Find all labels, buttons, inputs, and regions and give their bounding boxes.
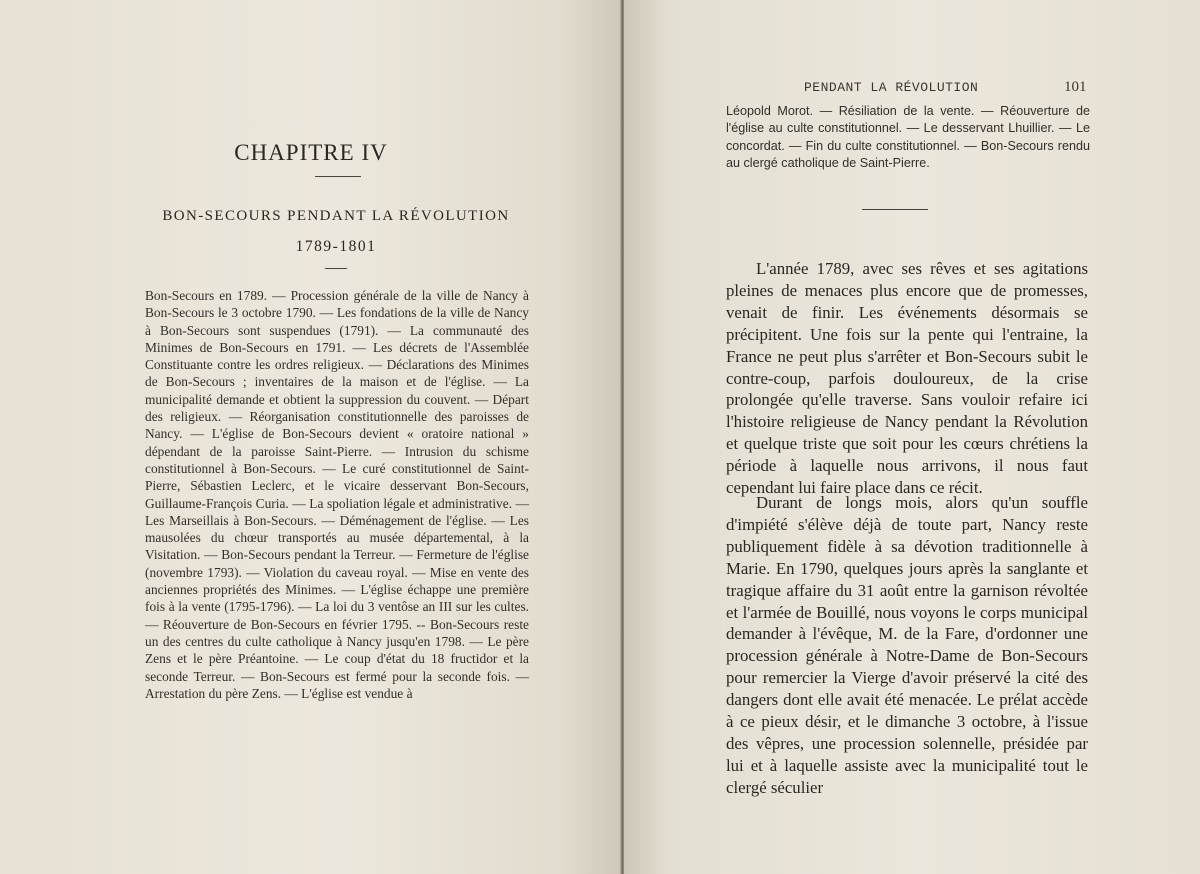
chapter-summary-continued: Léopold Morot. — Résiliation de la vente. — Réouverture de l'église au culte constitutionnel. — Le desservant Lhuillier. — Le concordat. — Fin du culte constitutionnel. — Bon-Secours rendu au clergé catholique de Saint-Pierre. [726, 104, 1090, 170]
running-head: PENDANT LA RÉVOLUTION [804, 80, 979, 95]
paragraph-text: Durant de longs mois, alors qu'un souffle d'impiété s'élève déjà de toute part, Nancy reste publiquement fidèle à sa dévotion traditionnelle à Marie. En 1790, quelques jours après la sanglante et tragique affaire du 31 août entre la garnison révoltée et l'armée de Bouillé, nous voyons le corps municipal demander à l'évêque, M. de la Fare, d'ordonner une procession générale à Notre-Dame de Bon-Secours pour remercier la Vierge d'avoir préservé la cité des dangers dont elle avait été menacée. Le prélat accède à ce pieux désir, et le dimanche 3 octobre, à l'issue des vêpres, une procession solennelle, présidée par lui et à laquelle assiste avec la municipalité tout le clergé séculier [726, 493, 1088, 797]
chapter-title: CHAPITRE IV [234, 140, 388, 165]
summary-rule [862, 209, 928, 210]
chapter-summary: Bon-Secours en 1789. — Procession générale de la ville de Nancy à Bon-Secours le 3 octobre 1790. — Les fondations de la ville de Nancy à Bon-Secours sont suspendues (1791). — La communauté des Minimes de Bon-Secours en 1791. — Les décrets de l'Assemblée Constituante contre les ordres religieux. — Déclarations des Minimes de Bon-Secours ; inventaires de la maison et de l'église. — La municipalité demande et obtient la suppression du couvent. — Départ des religieux. — Réorganisation constitutionnelle des paroisses de Nancy. — L'église de Bon-Secours devient « oratoire national » dépendant de la paroisse Saint-Pierre. — Intrusion du schisme constitutionnel à Bon-Secours. — Le curé constitutionnel de Saint-Pierre, Sébastien Leclerc, et le vicaire desservant Bon-Secours, Guillaume-François Curia. — La spoliation légale et administrative. — Les Marseillais à Bon-Secours. — Déménagement de l'église. — Les mausolées du chœur transportés au musée départemental, à la Visitation. — Bon-Secours pendant la Terreur. — Fermeture de l'église (novembre 1793). — Violation du caveau royal. — Mise en vente des anciennes propriétés des Minimes. — L'église échappe une première fois à la vente (1795-1796). — La loi du 3 ventôse an III sur les cultes. — Réouverture de Bon-Secours en février 1795. -- Bon-Secours reste un des centres du culte catholique à Nancy jusqu'en 1798. — Le père Zens et le père Préantoine. — Le coup d'état du 18 fructidor et la seconde Terreur. — Bon-Secours est fermé pour la seconde fois. — Arrestation du père Zens. — L'église est vendue à [145, 288, 529, 701]
dates-rule [325, 268, 347, 269]
section-dates: 1789-1801 [295, 238, 377, 255]
body-paragraph [726, 258, 1088, 499]
chapter-rule [315, 176, 361, 177]
right-page [624, 0, 1200, 874]
section-title: BON-SECOURS PENDANT LA RÉVOLUTION [162, 208, 510, 224]
body-paragraph [726, 492, 1088, 799]
paragraph-text: L'année 1789, avec ses rêves et ses agitations pleines de menaces plus encore que de promesses, venait de finir. Les événements désormais se précipitent. Une fois sur la pente qui l'entraine, la France ne peut plus s'arrêter et Bon-Secours subit le contre-coup, parfois douloureux, de la crise prolongée qu'elle traverse. Sans vouloir refaire ici l'histoire religieuse de Nancy pendant la Révolution et quelque triste que soit pour les cœurs chrétiens la période à laquelle nous arrivons, il nous faut cependant lui faire place dans ce récit. [726, 259, 1088, 498]
page-number: 101 [1064, 79, 1087, 95]
